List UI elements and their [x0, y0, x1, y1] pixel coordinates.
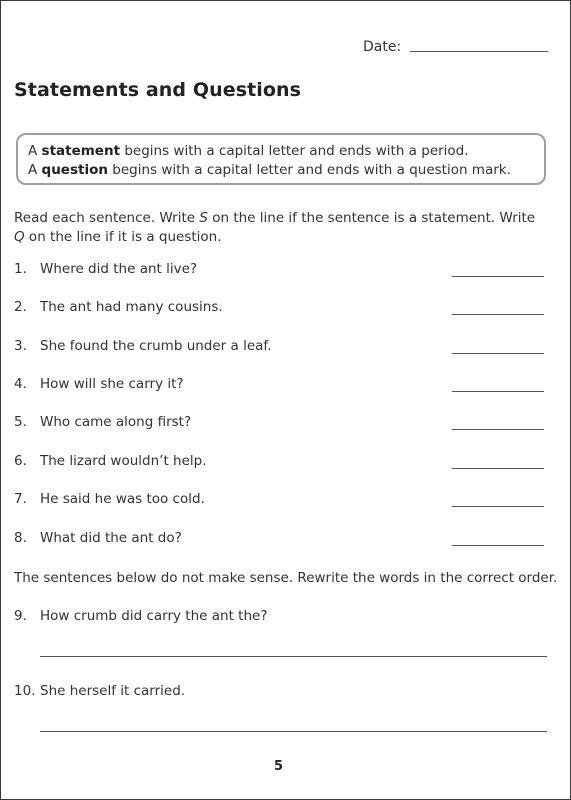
question-number: 5. [14, 414, 27, 430]
question-number: 8. [14, 530, 27, 546]
date-label: Date: [363, 39, 402, 55]
page-title: Statements and Questions [14, 79, 302, 101]
question-number: 2. [14, 299, 27, 315]
answer-line[interactable] [452, 468, 544, 469]
instructions-part1-line2: Q on the line if it is a question. [14, 229, 222, 245]
rewrite-answer-line[interactable] [40, 656, 547, 657]
rewrite-answer-line[interactable] [40, 731, 547, 732]
answer-line[interactable] [452, 545, 544, 546]
statement-term: statement [41, 143, 121, 159]
question-text: Who came along first? [40, 414, 192, 430]
answer-line[interactable] [452, 353, 544, 354]
question-text: She herself it carried. [40, 683, 186, 699]
question-number: 6. [14, 453, 27, 469]
question-text: Where did the ant live? [40, 261, 198, 277]
question-text: The ant had many cousins. [40, 299, 223, 315]
instructions-part2: The sentences below do not make sense. Rewrite the words in the correct order. [14, 570, 558, 586]
instructions-part1-line1: Read each sentence. Write S on the line if the sentence is a statement. Write [14, 210, 536, 226]
answer-line[interactable] [452, 314, 544, 315]
question-term: question [41, 162, 108, 178]
question-text: How will she carry it? [40, 376, 184, 392]
question-text: How crumb did carry the ant the? [40, 608, 268, 624]
statement-rule: A statement begins with a capital letter and ends with a period. [28, 143, 469, 159]
question-text: He said he was too cold. [40, 491, 205, 507]
answer-line[interactable] [452, 276, 544, 277]
rule-box [16, 133, 546, 185]
question-rule: A question begins with a capital letter and ends with a question mark. [28, 162, 511, 178]
question-number: 1. [14, 261, 27, 277]
question-text: She found the crumb under a leaf. [40, 338, 272, 354]
date-field-line[interactable] [410, 51, 548, 52]
question-number: 4. [14, 376, 27, 392]
answer-line[interactable] [452, 506, 544, 507]
question-text: What did the ant do? [40, 530, 182, 546]
answer-line[interactable] [452, 391, 544, 392]
answer-line[interactable] [452, 429, 544, 430]
question-number: 7. [14, 491, 27, 507]
page-number: 5 [274, 759, 284, 774]
question-number: 10. [14, 683, 36, 699]
question-text: The lizard wouldn’t help. [40, 453, 207, 469]
question-number: 3. [14, 338, 27, 354]
question-number: 9. [14, 608, 27, 624]
